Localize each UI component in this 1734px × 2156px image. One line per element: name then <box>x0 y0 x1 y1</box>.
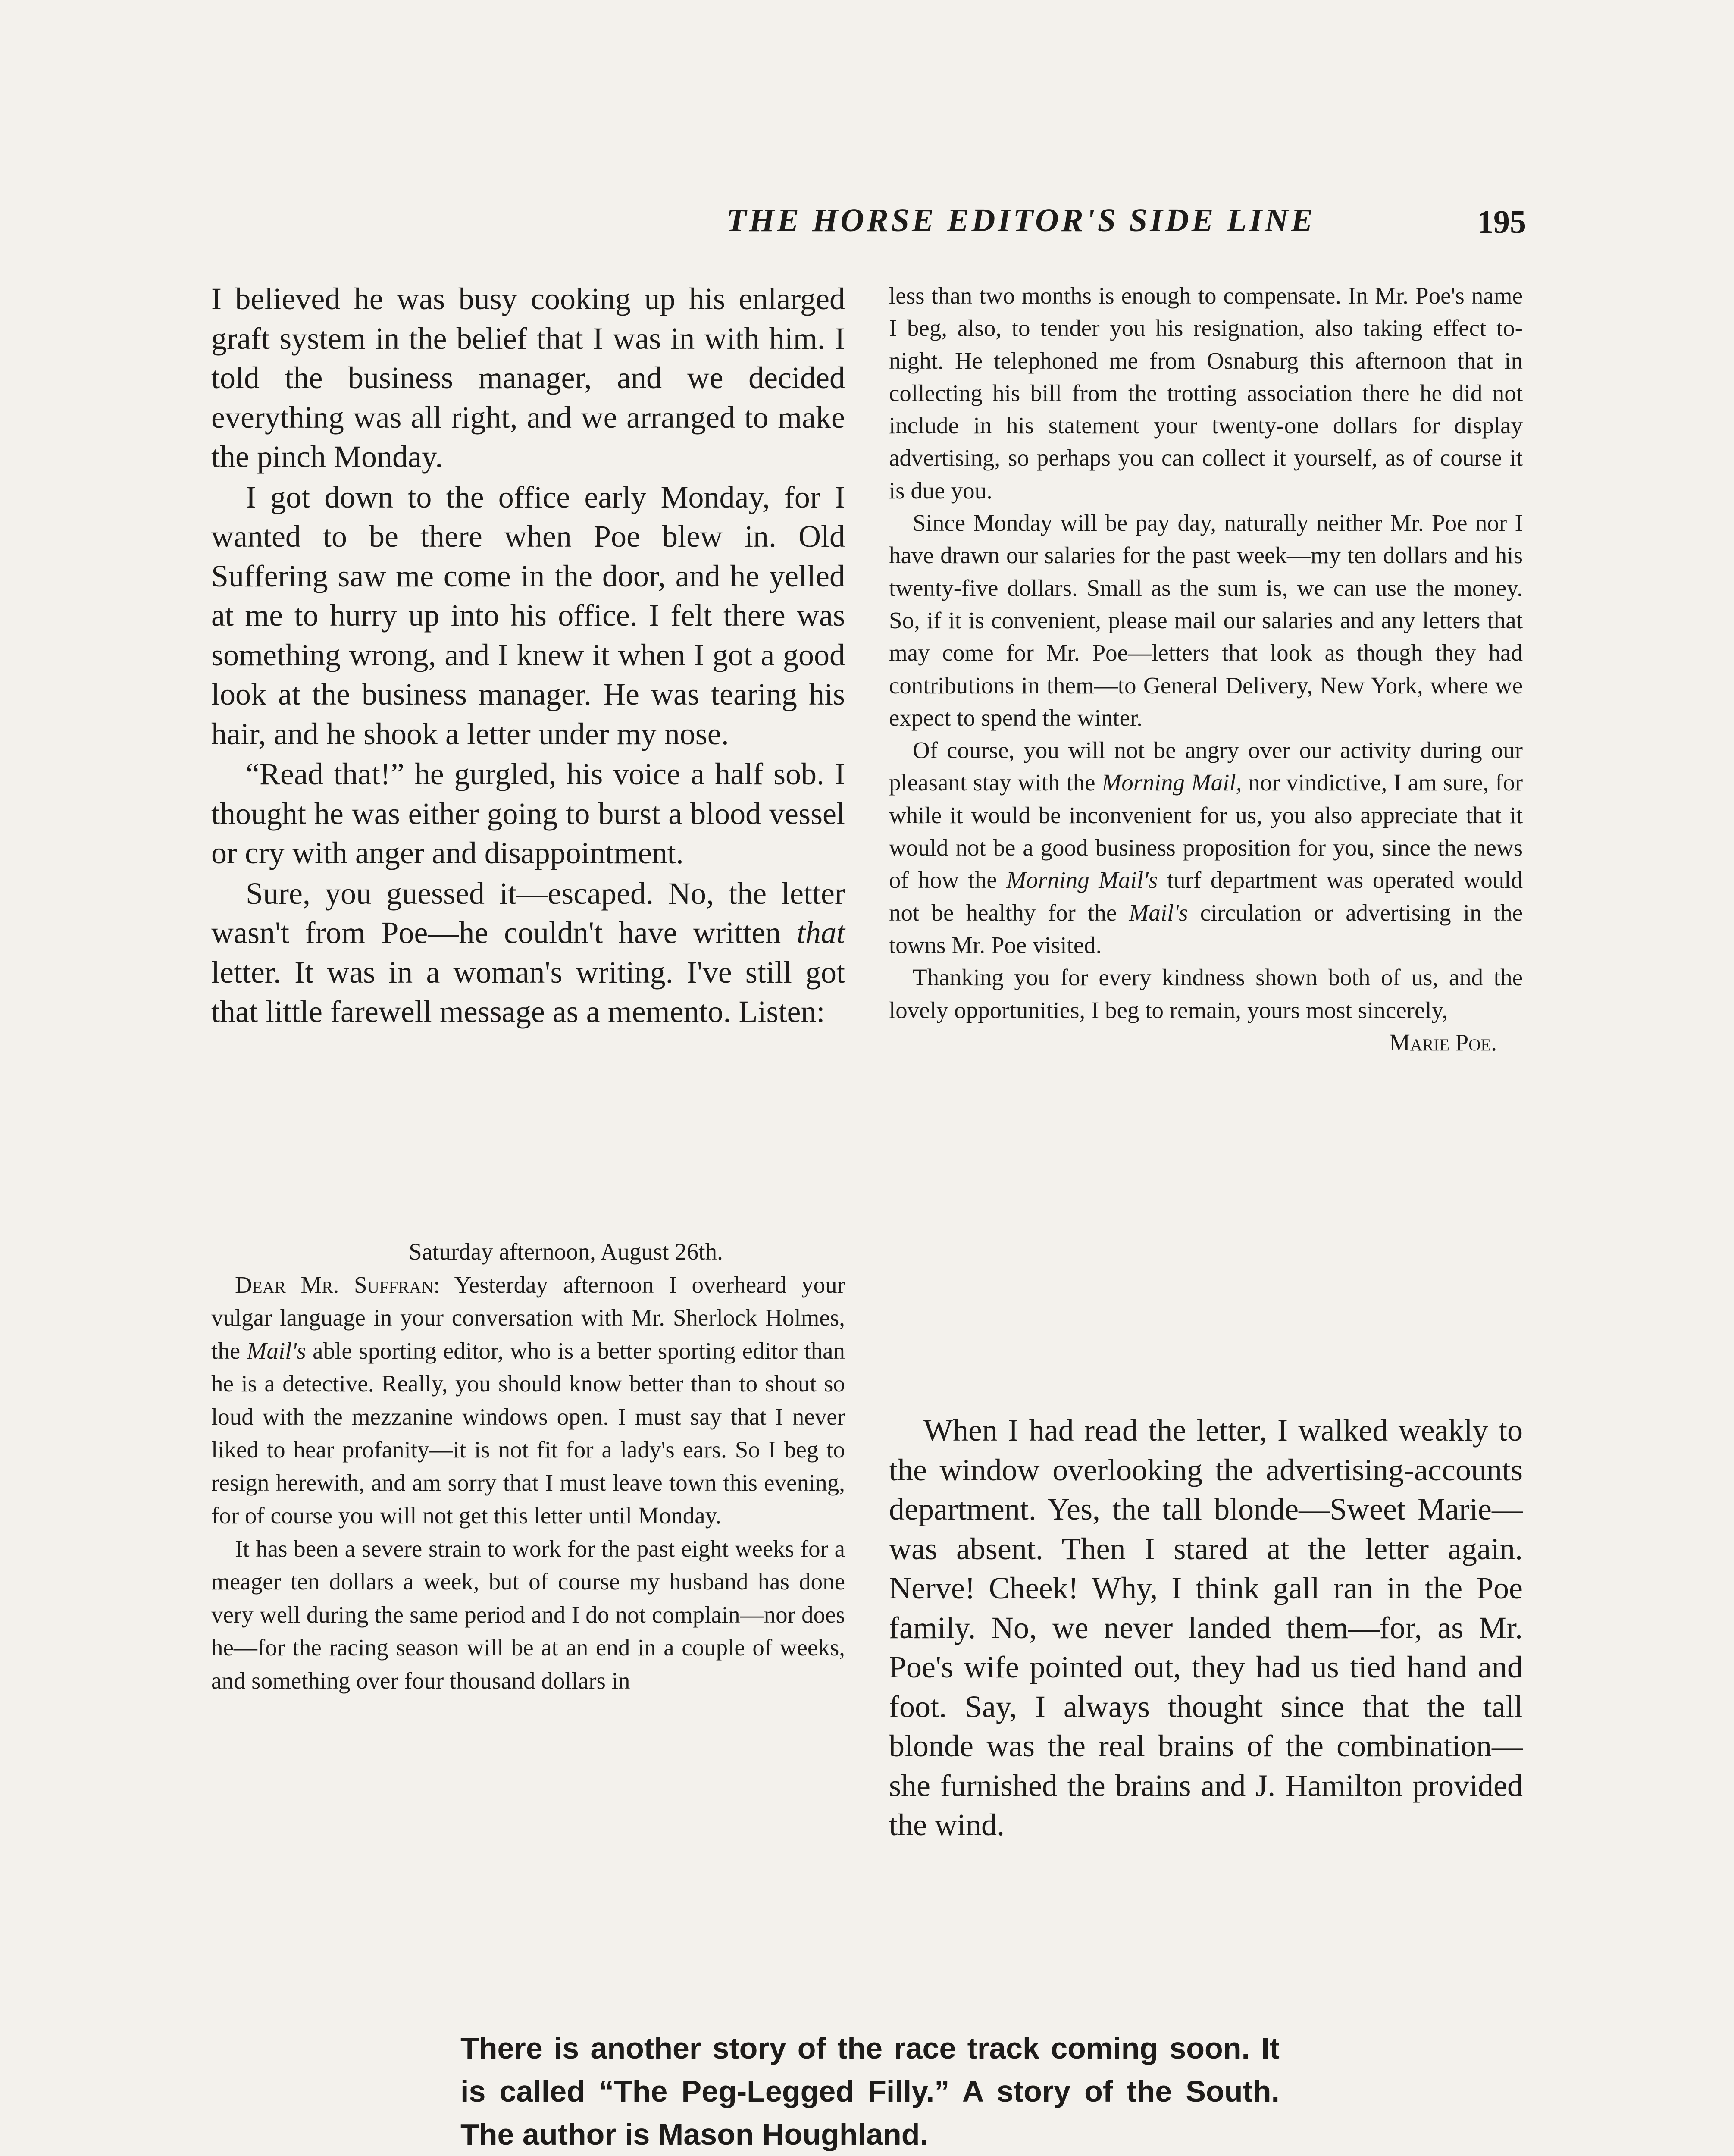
letter-paragraph: It has been a severe strain to work for the past eight weeks for a meager ten dollars a week, but of course my husband has done very well during the same period and I do not complain—nor does he—for the racing season will be at an end in a couple of weeks, and something over four thousand dollars in <box>211 1535 845 1694</box>
note-text: There is another story of the race track coming soon. It is called “The Peg-Legged Filly.” A story of the South. The author is Mason Houghland. <box>460 2031 1280 2151</box>
letter-salutation: Dear Mr. Suffran: <box>235 1271 440 1298</box>
letter-paragraph: Thanking you for every kindness shown both of us, and the lovely opportunities, I beg to remain, yours most sincerely, <box>889 964 1523 1023</box>
text-run: Yesterday afternoon I overheard your vulgar language in your conversation with Mr. Sherlock Holmes, the <box>211 1271 845 1364</box>
letter-part-one <box>211 1235 845 1697</box>
paragraph: I got down to the office early Monday, for I wanted to be there when Poe blew in. Old Suffering saw me come in the door, and he yelled at me to hurry up into his office. I felt there was something wrong, and I knew it when I got a good look at the business manager. He was tearing his hair, and he shook a letter under my nose. <box>211 479 845 751</box>
paragraph: When I had read the letter, I walked weakly to the window overlooking the advertising-accounts department. Yes, the tall blonde—Sweet Marie—was absent. Then I stared at the letter again. Nerve! Cheek! Why, I think gall ran in the Poe family. No, we never landed them—for, as Mr. Poe's wife pointed out, they had us tied hand and foot. Say, I always thought since that the tall blonde was the real brains of the combination—she furnished the brains and J. Hamilton provided the wind. <box>889 1413 1523 1842</box>
paragraph: “Read that!” he gurgled, his voice a half sob. I thought he was either going to burst a blood vessel or cry with anger and disappointment. <box>211 757 845 870</box>
text-run: Of course, you will not be angry over our activity during our pleasant stay with the <box>889 737 1523 796</box>
emphasis: Mail's <box>247 1337 306 1364</box>
right-column-narrative <box>889 1411 1523 1845</box>
text-run: nor vindictive, I am sure, for while it would be inconvenient for us, you also appreciate that it would not be a good business proposition for you, since the news of how the <box>889 769 1523 893</box>
next-story-note <box>460 2027 1280 2156</box>
text-run: able sporting editor, who is a better sporting editor than he is a detective. Really, you should know better than to shout so loud with the mezzanine windows open. I must say that I never liked to hear profanity—it is not fit for a lady's ears. So I beg to resign herewith, and am sorry that I must leave town this evening, for of course you will not get this letter until Monday. <box>211 1337 845 1529</box>
text-run: turf department was operated would not be healthy for the <box>889 867 1523 926</box>
emphasis: Morning Mail, <box>1102 769 1242 796</box>
letter-paragraph <box>889 734 1523 961</box>
letter-signature: Marie Poe. <box>1389 1029 1497 1056</box>
paragraph <box>211 874 845 1032</box>
text-run: Sure, you guessed it—escaped. No, the letter wasn't from Poe—he couldn't have written <box>211 876 845 950</box>
letter-paragraph: Since Monday will be pay day, naturally neither Mr. Poe nor I have drawn our salaries for the past week—my ten dollars and his twenty-five dollars. Small as the sum is, we can use the money. So, if it is convenient, please mail our salaries and any letters that may come for Mr. Poe—letters that look as though they had contributions in them—to General Delivery, New York, where we expect to spend the winter. <box>889 510 1523 731</box>
emphasis: that <box>797 915 845 950</box>
letter-paragraph <box>211 1269 845 1532</box>
emphasis: Morning Mail's <box>1006 867 1158 893</box>
emphasis: Mail's <box>1129 899 1188 926</box>
letter-part-two <box>889 279 1523 1059</box>
letter-paragraph: less than two months is enough to compensate. In Mr. Poe's name I beg, also, to tender you his resignation, also taking effect to-night. He telephoned me from Osnaburg this afternoon that in collecting his bill from the trotting association there he did not include in his statement your twenty-one dollars for display advertising, so perhaps you can collect it yourself, as of course it is due you. <box>889 282 1523 504</box>
text-run: circulation or advertising in the towns Mr. Poe visited. <box>889 899 1523 958</box>
text-run: letter. It was in a woman's writing. I've still got that little farewell message as a memento. Listen: <box>211 955 845 1029</box>
letter-dateline: Saturday afternoon, August 26th. <box>409 1238 723 1265</box>
running-header: THE HORSE EDITOR'S SIDE LINE <box>726 202 1316 238</box>
page-number: 195 <box>1477 204 1526 240</box>
paragraph: I believed he was busy cooking up his enlarged graft system in the belief that I was in with him. I told the business manager, and we decided everything was all right, and we arranged to make the pinch Monday. <box>211 282 845 474</box>
left-column-narrative <box>211 279 845 1032</box>
